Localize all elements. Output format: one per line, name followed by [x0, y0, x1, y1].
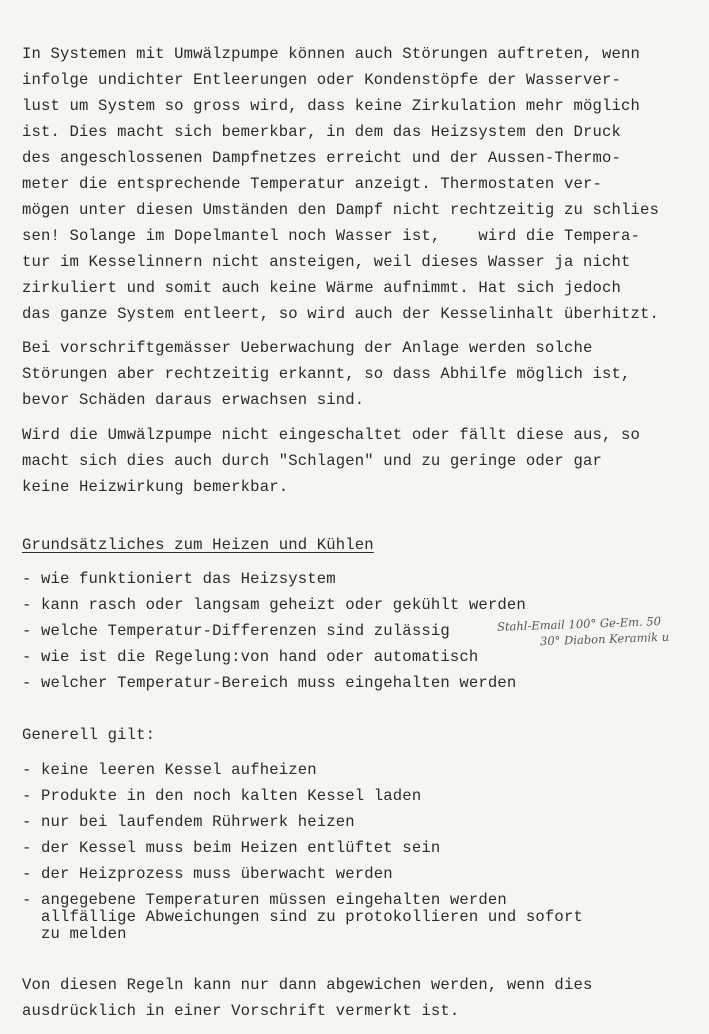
list2-item-3: - nur bei laufendem Rührwerk heizen	[22, 813, 355, 831]
list2-item-5: - der Heizprozess muss überwacht werden	[22, 865, 393, 883]
paragraph1-line-1: In Systemen mit Umwälzpumpe können auch Störungen auftreten, wenn	[22, 45, 641, 63]
generell-heading: Generell gilt:	[22, 726, 156, 744]
paragraph1-line-11: das ganze System entleert, so wird auch der Kesselinhalt überhitzt.	[22, 305, 660, 323]
paragraph1-line-6: meter die entsprechende Temperatur anzeigt. Thermostaten ver-	[22, 175, 602, 193]
list2-item-2: - Produkte in den noch kalten Kessel laden	[22, 787, 422, 805]
list1-item-5: - welcher Temperatur-Bereich muss eingehalten werden	[22, 674, 517, 692]
list2-item-6: - angegebene Temperaturen müssen eingehalten werden	[22, 891, 507, 909]
list2-item-6-cont-1: allfällige Abweichungen sind zu protokollieren und sofort	[22, 908, 583, 926]
list1-item-3: - welche Temperatur-Differenzen sind zulässig	[22, 622, 450, 640]
paragraph1-line-7: mögen unter diesen Umständen den Dampf nicht rechtzeitig zu schlies	[22, 201, 660, 219]
list1-item-1: - wie funktioniert das Heizsystem	[22, 570, 336, 588]
paragraph1-line-4: ist. Dies macht sich bemerkbar, in dem das Heizsystem den Druck	[22, 123, 621, 141]
list2-item-6-cont-2: zu melden	[22, 925, 127, 943]
paragraph1-line-8: sen! Solange im Dopelmantel noch Wasser ist, wird die Tempera-	[22, 227, 641, 245]
handwritten-note-line-1: Stahl-Email 100° Ge-Em. 50	[496, 614, 662, 634]
paragraph1-line-2: infolge undichter Entleerungen oder Kondenstöpfe der Wasserver-	[22, 71, 621, 89]
closing-line-1: Von diesen Regeln kann nur dann abgewichen werden, wenn dies	[22, 976, 593, 994]
list1-item-4: - wie ist die Regelung:von hand oder automatisch	[22, 648, 479, 666]
list1-item-2: - kann rasch oder langsam geheizt oder gekühlt werden	[22, 596, 526, 614]
list2-item-4: - der Kessel muss beim Heizen entlüftet sein	[22, 839, 441, 857]
paragraph2-line-1: Bei vorschriftgemässer Ueberwachung der Anlage werden solche	[22, 339, 593, 357]
paragraph2-line-2: Störungen aber rechtzeitig erkannt, so dass Abhilfe möglich ist,	[22, 365, 631, 383]
paragraph3-line-1: Wird die Umwälzpumpe nicht eingeschaltet oder fällt diese aus, so	[22, 426, 641, 444]
paragraph1-line-9: tur im Kesselinnern nicht ansteigen, weil dieses Wasser ja nicht	[22, 253, 631, 271]
paragraph1-line-10: zirkuliert und somit auch keine Wärme aufnimmt. Hat sich jedoch	[22, 279, 621, 297]
list2-item-1: - keine leeren Kessel aufheizen	[22, 761, 317, 779]
paragraph3-line-2: macht sich dies auch durch "Schlagen" und zu geringe oder gar	[22, 452, 602, 470]
paragraph1-line-5: des angeschlossenen Dampfnetzes erreicht und der Aussen-Thermo-	[22, 149, 621, 167]
section-heading: Grundsätzliches zum Heizen und Kühlen	[22, 536, 374, 554]
paragraph3-line-3: keine Heizwirkung bemerkbar.	[22, 478, 289, 496]
handwritten-note-line-2: 30° Diabon Keramik u	[539, 629, 670, 649]
closing-line-2: ausdrücklich in einer Vorschrift vermerkt ist.	[22, 1002, 460, 1020]
paragraph1-line-3: lust um System so gross wird, dass keine Zirkulation mehr möglich	[22, 97, 641, 115]
paragraph2-line-3: bevor Schäden daraus erwachsen sind.	[22, 391, 365, 409]
